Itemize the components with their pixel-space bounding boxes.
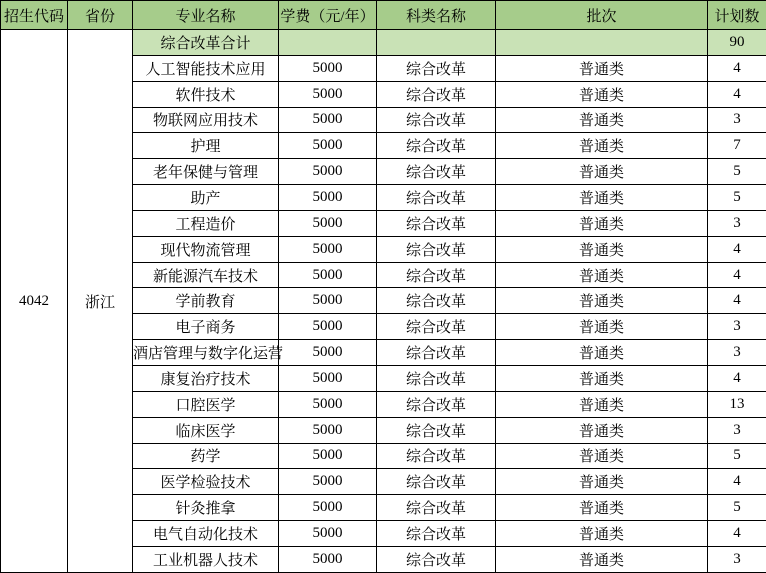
tuition-cell: 5000 xyxy=(279,159,377,185)
category-cell: 综合改革 xyxy=(377,417,496,443)
category-cell: 综合改革 xyxy=(377,210,496,236)
major-cell: 新能源汽车技术 xyxy=(133,262,279,288)
category-cell: 综合改革 xyxy=(377,185,496,211)
plan-cell: 7 xyxy=(708,133,766,159)
tuition-cell: 5000 xyxy=(279,236,377,262)
major-cell: 现代物流管理 xyxy=(133,236,279,262)
summary-category-cell xyxy=(377,30,496,56)
plan-cell: 4 xyxy=(708,236,766,262)
summary-plan-cell: 90 xyxy=(708,30,766,56)
plan-cell: 3 xyxy=(708,210,766,236)
category-cell: 综合改革 xyxy=(377,391,496,417)
category-cell: 综合改革 xyxy=(377,236,496,262)
major-cell: 康复治疗技术 xyxy=(133,365,279,391)
major-cell: 临床医学 xyxy=(133,417,279,443)
tuition-cell: 5000 xyxy=(279,133,377,159)
plan-cell: 13 xyxy=(708,391,766,417)
tuition-cell: 5000 xyxy=(279,314,377,340)
plan-cell: 5 xyxy=(708,495,766,521)
tuition-cell: 5000 xyxy=(279,469,377,495)
tuition-cell: 5000 xyxy=(279,417,377,443)
plan-cell: 5 xyxy=(708,159,766,185)
plan-cell: 4 xyxy=(708,469,766,495)
table-header xyxy=(1,1,766,30)
batch-cell: 普通类 xyxy=(496,262,708,288)
batch-cell: 普通类 xyxy=(496,159,708,185)
header-cell-5: 批次 xyxy=(496,1,708,30)
category-cell: 综合改革 xyxy=(377,159,496,185)
plan-cell: 5 xyxy=(708,443,766,469)
batch-cell: 普通类 xyxy=(496,288,708,314)
category-cell: 综合改革 xyxy=(377,133,496,159)
major-cell: 医学检验技术 xyxy=(133,469,279,495)
major-cell: 电气自动化技术 xyxy=(133,521,279,547)
tuition-cell: 5000 xyxy=(279,443,377,469)
plan-cell: 4 xyxy=(708,262,766,288)
category-cell: 综合改革 xyxy=(377,443,496,469)
tuition-cell: 5000 xyxy=(279,107,377,133)
tuition-cell: 5000 xyxy=(279,55,377,81)
province-cell: 浙江 xyxy=(68,30,133,573)
tuition-cell: 5000 xyxy=(279,262,377,288)
tuition-cell: 5000 xyxy=(279,288,377,314)
batch-cell: 普通类 xyxy=(496,391,708,417)
major-cell: 助产 xyxy=(133,185,279,211)
header-cell-0: 招生代码 xyxy=(1,1,68,30)
batch-cell: 普通类 xyxy=(496,107,708,133)
header-cell-2: 专业名称 xyxy=(133,1,279,30)
summary-batch-cell xyxy=(496,30,708,56)
batch-cell: 普通类 xyxy=(496,365,708,391)
major-cell: 人工智能技术应用 xyxy=(133,55,279,81)
category-cell: 综合改革 xyxy=(377,546,496,572)
batch-cell: 普通类 xyxy=(496,314,708,340)
header-cell-1: 省份 xyxy=(68,1,133,30)
plan-cell: 3 xyxy=(708,340,766,366)
batch-cell: 普通类 xyxy=(496,133,708,159)
batch-cell: 普通类 xyxy=(496,417,708,443)
major-cell: 电子商务 xyxy=(133,314,279,340)
plan-cell: 3 xyxy=(708,107,766,133)
major-cell: 物联网应用技术 xyxy=(133,107,279,133)
tuition-cell: 5000 xyxy=(279,391,377,417)
major-cell: 学前教育 xyxy=(133,288,279,314)
batch-cell: 普通类 xyxy=(496,185,708,211)
tuition-cell: 5000 xyxy=(279,81,377,107)
major-cell: 软件技术 xyxy=(133,81,279,107)
plan-cell: 3 xyxy=(708,417,766,443)
batch-cell: 普通类 xyxy=(496,546,708,572)
batch-cell: 普通类 xyxy=(496,81,708,107)
batch-cell: 普通类 xyxy=(496,521,708,547)
category-cell: 综合改革 xyxy=(377,55,496,81)
header-row xyxy=(1,1,766,30)
category-cell: 综合改革 xyxy=(377,340,496,366)
header-cell-4: 科类名称 xyxy=(377,1,496,30)
tuition-cell: 5000 xyxy=(279,495,377,521)
plan-cell: 4 xyxy=(708,288,766,314)
tuition-cell: 5000 xyxy=(279,185,377,211)
plan-cell: 5 xyxy=(708,185,766,211)
batch-cell: 普通类 xyxy=(496,340,708,366)
enroll-code-cell: 4042 xyxy=(1,30,68,573)
tuition-cell: 5000 xyxy=(279,340,377,366)
batch-cell: 普通类 xyxy=(496,495,708,521)
batch-cell: 普通类 xyxy=(496,236,708,262)
batch-cell: 普通类 xyxy=(496,443,708,469)
batch-cell: 普通类 xyxy=(496,55,708,81)
plan-cell: 4 xyxy=(708,521,766,547)
major-cell: 工业机器人技术 xyxy=(133,546,279,572)
plan-cell: 3 xyxy=(708,314,766,340)
tuition-cell: 5000 xyxy=(279,521,377,547)
major-cell: 针灸推拿 xyxy=(133,495,279,521)
category-cell: 综合改革 xyxy=(377,521,496,547)
summary-tuition-cell xyxy=(279,30,377,56)
category-cell: 综合改革 xyxy=(377,365,496,391)
plan-cell: 3 xyxy=(708,546,766,572)
major-cell: 护理 xyxy=(133,133,279,159)
tuition-cell: 5000 xyxy=(279,365,377,391)
category-cell: 综合改革 xyxy=(377,262,496,288)
plan-cell: 4 xyxy=(708,365,766,391)
major-cell: 口腔医学 xyxy=(133,391,279,417)
major-cell: 工程造价 xyxy=(133,210,279,236)
category-cell: 综合改革 xyxy=(377,495,496,521)
header-cell-6: 计划数 xyxy=(708,1,766,30)
batch-cell: 普通类 xyxy=(496,210,708,236)
table-body xyxy=(1,30,766,573)
batch-cell: 普通类 xyxy=(496,469,708,495)
major-cell: 药学 xyxy=(133,443,279,469)
category-cell: 综合改革 xyxy=(377,314,496,340)
major-cell: 酒店管理与数字化运营 xyxy=(133,340,279,366)
category-cell: 综合改革 xyxy=(377,469,496,495)
category-cell: 综合改革 xyxy=(377,107,496,133)
category-cell: 综合改革 xyxy=(377,288,496,314)
category-cell: 综合改革 xyxy=(377,81,496,107)
summary-row xyxy=(1,30,766,56)
header-cell-3: 学费（元/年） xyxy=(279,1,377,30)
tuition-cell: 5000 xyxy=(279,546,377,572)
major-cell: 老年保健与管理 xyxy=(133,159,279,185)
plan-cell: 4 xyxy=(708,81,766,107)
tuition-cell: 5000 xyxy=(279,210,377,236)
summary-major-cell: 综合改革合计 xyxy=(133,30,279,56)
plan-cell: 4 xyxy=(708,55,766,81)
